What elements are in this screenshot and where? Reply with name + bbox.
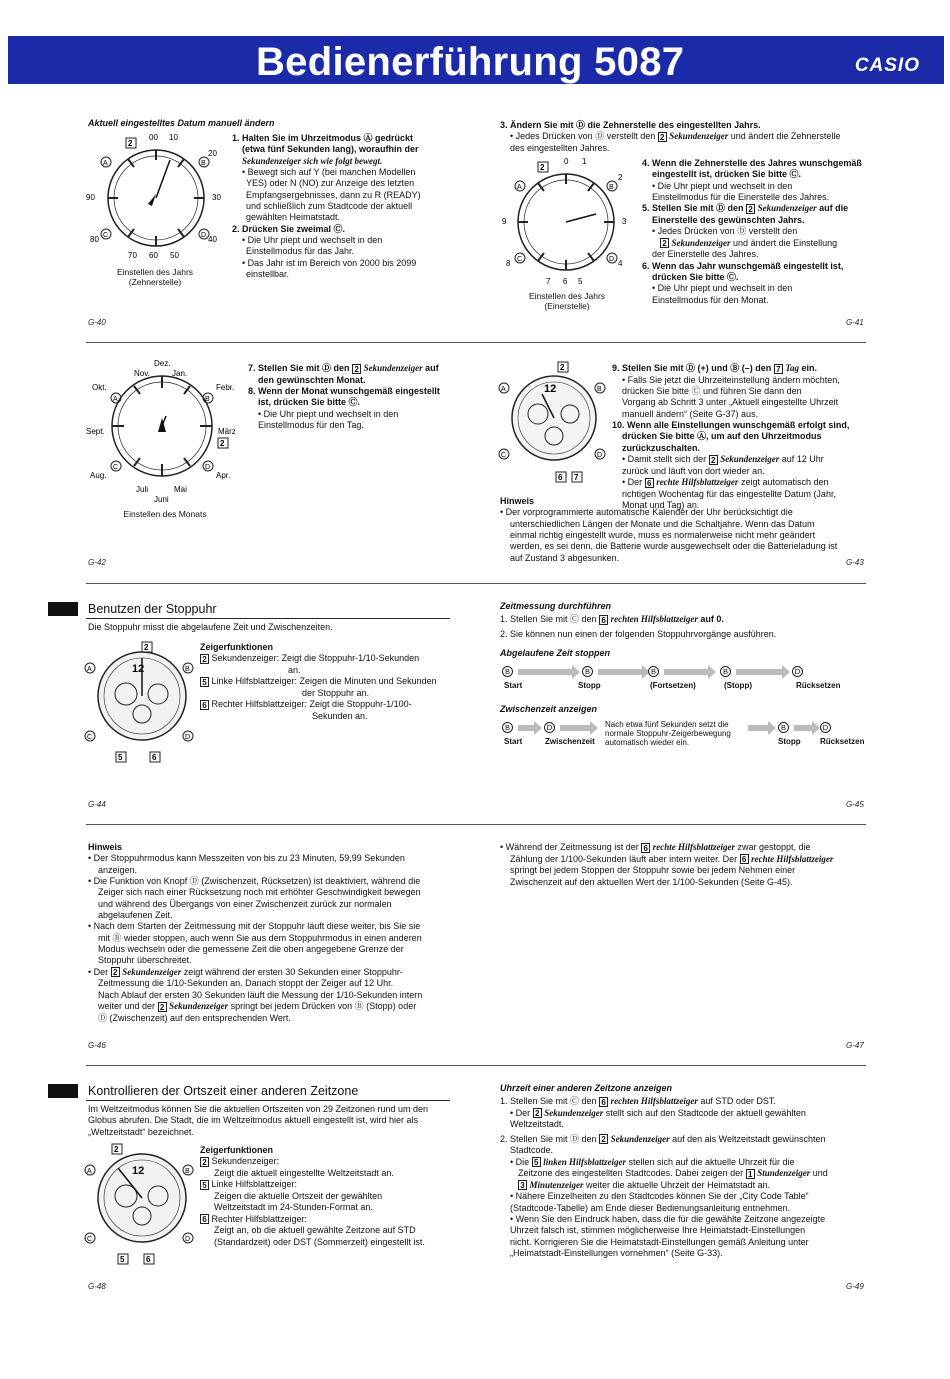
p42-caption: Einstellen des Monats — [123, 509, 207, 519]
svg-text:Apr.: Apr. — [216, 471, 231, 480]
section-title-stopwatch: Benutzen der Stoppuhr — [88, 602, 217, 616]
svg-text:A: A — [103, 160, 108, 167]
svg-text:Mai: Mai — [174, 485, 187, 494]
svg-text:D: D — [609, 256, 615, 263]
svg-text:Febr.: Febr. — [216, 383, 235, 392]
dial-30: 30 — [212, 193, 221, 202]
dial-60: 60 — [149, 251, 158, 260]
svg-text:D: D — [185, 1236, 191, 1243]
divider — [86, 342, 866, 343]
svg-text:2: 2 — [114, 1145, 119, 1154]
svg-text:März: März — [218, 427, 236, 436]
flow2-title: Zwischenzeit anzeigen — [500, 704, 598, 714]
svg-text:2: 2 — [618, 173, 623, 182]
p48-hand-functions: Zeigerfunktionen 2 Sekundenzeiger: Zeigt die aktuell eingestellte Weltzeitstadt an. 5 Linke Hilfsblattzeiger: Zeigen die aktuelle Ortszeit der gewählten Weltzeitstadt im 24-Stunden-Format an. 6 Rechter Hilfsblattzeiger: Zeigt an, ob die aktuell gewählte Zeitzone auf STD (Standardzeit) oder DST (Sommerzeit) eingestellt ist. — [200, 1145, 425, 1247]
svg-text:5: 5 — [120, 1255, 125, 1264]
p40-caption: Einstellen des Jahrs (Zehnerstelle) — [116, 267, 194, 287]
p43-hint: Hinweis • Der vorprogrammierte automatische Kalender der Uhr berücksichtigt die unterschiedlichen Längen der Monate und die Schaltjahre. Wenn das Datum einmal richtig eingestellt wurde, muss es normalerweise nicht mehr geändert werden, es sei denn, die Batterie wurde ausgewechselt oder die Batterieladung ist auf Zustand 3 abgesunken. — [500, 496, 838, 563]
svg-text:12: 12 — [544, 383, 557, 395]
flow-split-time: B D Nach etwa fünf Sekunden setzt die normale Stoppuhr-Zeigerbewegung automatisch wieder ein. B D Start Zwischenzeit Stopp Rücksetzen — [504, 720, 865, 748]
p43-steps: 9. Stellen Sie mit Ⓓ (+) und Ⓑ (–) den 7 Tag ein. • Falls Sie jetzt die Uhrzeiteinstellung ändern möchten, drücken Sie bitte Ⓒ und führen Sie dann den Vorgang ab Schritt 3 unter „Aktuell eingestellte Uhrzeit manuell ändern“ (Seite G-37) aus. 10. Wenn alle Einstellungen wunschgemäß erfolgt sind, drücken Sie bitte Ⓐ, um auf den Uhrzeitmodus zurückzuschalten. • Damit stellt sich der 2 Sekundenzeiger auf 12 Uhr zurück und läuft von dort wieder an. • Der 6 rechte Hilfsblattzeiger zeigt automatisch den richtigen Wochentag für das eingestellte Datum (Jahr, Monat und Tag) an. — [612, 363, 850, 510]
svg-text:B: B — [185, 666, 190, 673]
svg-text:Okt.: Okt. — [92, 383, 107, 392]
svg-text:A: A — [87, 1168, 92, 1175]
flow1-title: Abgelaufene Zeit stoppen — [500, 648, 611, 658]
svg-text:C: C — [501, 452, 507, 459]
year-ones-dial-diagram — [498, 152, 638, 292]
svg-text:Jan.: Jan. — [172, 369, 188, 378]
svg-text:12: 12 — [132, 1165, 145, 1177]
section-title-world-time: Kontrollieren der Ortszeit einer anderen Zeitzone — [88, 1084, 359, 1098]
dial-00: 00 — [149, 133, 158, 142]
svg-text:Juli: Juli — [136, 485, 149, 494]
dial-50: 50 — [170, 251, 179, 260]
p45-heading: Zeitmessung durchführen — [500, 601, 612, 611]
svg-text:B: B — [205, 396, 210, 403]
svg-text:C: C — [87, 734, 93, 741]
svg-text:C: C — [103, 232, 109, 239]
world-time-face-diagram — [84, 1142, 198, 1268]
dial-20: 20 — [208, 149, 217, 158]
svg-text:2: 2 — [144, 643, 149, 652]
svg-text:Sept.: Sept. — [86, 427, 105, 436]
watch-face-day-diagram — [498, 360, 610, 484]
svg-text:5: 5 — [578, 277, 583, 286]
svg-text:D: D — [185, 734, 191, 741]
svg-text:A: A — [501, 386, 506, 393]
svg-text:12: 12 — [132, 663, 145, 675]
dial-40: 40 — [208, 235, 217, 244]
svg-text:B: B — [201, 160, 206, 167]
svg-text:Nov.: Nov. — [134, 369, 150, 378]
svg-text:Dez.: Dez. — [154, 359, 171, 368]
svg-text:C: C — [113, 464, 119, 471]
p40-steps: 1. Halten Sie im Uhrzeitmodus Ⓐ gedrückt (etwa fünf Sekunden lang), woraufhin der Sekundenzeiger sich wie folgt bewegt. • Bewegt sich auf Y (bei manchen Modellen YES) oder N (NO) zur Anzeige des letzten Empfangsergebnisses, dann zu R (READY) und schließlich zum Stadtcode der aktuell gewählten Heimatstadt. 2. Drücken Sie zweimal Ⓒ. • Die Uhr piept und wechselt in den Einstellmodus für das Jahr. • Das Jahr ist im Bereich von 2000 bis 2099 einstellbar. — [232, 133, 421, 280]
p44-hand-functions: Zeigerfunktionen 2 Sekundenzeiger: Zeigt die Stoppuhr-1/10-Sekunden an. 5 Linke Hilfsblattzeiger: Zeigen die Minuten und Sekunden der Stoppuhr an. 6 Rechter Hilfsblattzeiger: Zeigt die Stoppuhr-1/100- Sekunden an. — [200, 642, 437, 721]
svg-text:8: 8 — [506, 259, 511, 268]
dial-70: 70 — [128, 251, 137, 260]
casio-logo: CASIO — [854, 55, 920, 76]
svg-text:6: 6 — [563, 277, 568, 286]
svg-text:A: A — [87, 666, 92, 673]
svg-text:1: 1 — [582, 157, 587, 166]
svg-text:A: A — [517, 184, 522, 191]
dial-90: 90 — [86, 193, 95, 202]
svg-text:3: 3 — [622, 217, 627, 226]
svg-text:0: 0 — [564, 157, 569, 166]
svg-text:5: 5 — [118, 753, 123, 762]
svg-text:B: B — [609, 184, 614, 191]
year-tens-dial-diagram — [86, 130, 236, 260]
svg-text:Juni: Juni — [154, 495, 169, 504]
svg-text:6: 6 — [146, 1255, 151, 1264]
svg-text:C: C — [87, 1236, 93, 1243]
svg-text:2: 2 — [540, 163, 545, 172]
p41-intro: 3. Ändern Sie mit Ⓓ die Zehnerstelle des eingestellten Jahrs. • Jedes Drücken von Ⓓ verstellt den 2 Sekundenzeiger und ändert die Zehnerstelle des eingestellten Jahres. — [500, 120, 841, 153]
svg-text:9: 9 — [502, 217, 507, 226]
svg-text:2: 2 — [128, 139, 133, 148]
p41-steps: 4. Wenn die Zehnerstelle des Jahres wunschgemäß eingestellt ist, drücken Sie bitte Ⓒ. • Die Uhr piept und wechselt in den Einstellmodus für die Einerstelle des Jahres. 5. Stellen Sie mit Ⓓ den 2 Sekundenzeiger auf die Einerstelle des gewünschten Jahrs. • Jedes Drücken von Ⓓ verstellt den 2 Sekundenzeiger und ändert die Einstellung der Einerstelle des Jahres. 6. Wenn das Jahr wunschgemäß eingestellt ist, drücken Sie bitte Ⓒ. • Die Uhr piept und wechselt in den Einstellmodus für den Monat. — [642, 158, 862, 305]
svg-text:Aug.: Aug. — [90, 471, 107, 480]
svg-text:D: D — [205, 464, 211, 471]
svg-text:A: A — [113, 396, 118, 403]
svg-text:D: D — [201, 232, 207, 239]
svg-text:B: B — [185, 1168, 190, 1175]
p40-heading: Aktuell eingestelltes Datum manuell ändern — [88, 118, 275, 128]
p49-heading: Uhrzeit einer anderen Zeitzone anzeigen — [500, 1083, 673, 1093]
flow-elapsed-time: B B B B D Start Stopp (Fortsetzen) (Stopp) Rücksetzen — [504, 667, 841, 690]
svg-text:4: 4 — [618, 259, 623, 268]
svg-text:C: C — [517, 256, 523, 263]
page-number: G-40 — [88, 318, 106, 327]
manual-header — [8, 36, 944, 84]
svg-text:6: 6 — [152, 753, 157, 762]
svg-text:7: 7 — [546, 277, 551, 286]
svg-text:2: 2 — [560, 363, 565, 372]
dial-80: 80 — [90, 235, 99, 244]
svg-text:D: D — [597, 452, 603, 459]
manual-title: Bedienerführung 5087 — [256, 40, 685, 84]
dial-10: 10 — [169, 133, 178, 142]
p41-caption: Einstellen des Jahrs (Einerstelle) — [528, 291, 606, 311]
month-dial-diagram — [86, 356, 246, 506]
p49-steps: 1. Stellen Sie mit Ⓒ den 6 rechten Hilfsblattzeiger auf STD oder DST. • Der 2 Sekundenzeiger stellt sich auf den Stadtcode der aktuell gewählten Weltzeitstadt. 2. Stellen Sie mit Ⓓ den 2 Sekundenzeiger auf den als Weltzeitstadt gewünschten Stadtcode. • Die 5 linken Hilfsblattzeiger stellen sich auf die aktuelle Uhrzeit für die Zeitzone des eingestellten Stadtcodes. Dabei zeigen der 1 Stundenzeiger und 3 Minutenzeiger weiter die aktuelle Uhrzeit der Heimatstadt an. • Nähere Einzelheiten zu den Stadtcodes können Sie der „City Code Table“ (Stadtcode-Tabelle) am Ende dieser Bedienungsanleitung entnehmen. • Wenn Sie den Eindruck haben, dass die für die gewählte Zeitzone angezeigte Uhrzeit falsch ist, stimmen möglicherweise Ihre Heimatstadt-Einstellungen nicht. Korrigieren Sie die Heimatstadt-Einstellungen gemäß Anleitung unter „Heimatstadt-Einstellungen vornehmen“ (Seite G-33). — [500, 1096, 828, 1259]
p42-steps: 7. Stellen Sie mit Ⓓ den 2 Sekundenzeiger auf den gewünschten Monat. 8. Wenn der Monat wunschgemäß eingestellt ist, drücken Sie bitte Ⓒ. • Die Uhr piept und wechselt in den Einstellmodus für den Tag. — [248, 363, 440, 430]
p47-note: • Während der Zeitmessung ist der 6 rechte Hilfsblattzeiger zwar gestoppt, die Zählung der 1/100-Sekunden läuft aber intern weiter. Der 6 rechte Hilfsblattzeiger springt bei jedem Stoppen der Stoppuhr sowie bei jedem Nehmen einer Zwischenzeit auf den aktuellen Wert der 1/100-Sekunden (Seite G-45). — [500, 842, 834, 887]
svg-text:7: 7 — [574, 473, 579, 482]
svg-text:2: 2 — [220, 439, 225, 448]
svg-text:B: B — [597, 386, 602, 393]
p46-hint: Hinweis • Der Stoppuhrmodus kann Messzeiten von bis zu 23 Minuten, 59,99 Sekunden anzeigen. • Die Funktion von Knopf Ⓓ (Zwischenzeit, Rücksetzen) ist deaktiviert, während die Zeiger sich nach einer Rücksetzung noch mit erhöhter Geschwindigkeit bewegen und während des Übergangs von einer Zwischenzeit zurück zur normalen abgelaufenen Zeit. • Nach dem Starten der Zeitmessung mit der Stoppuhr läuft diese weiter, bis Sie sie mit Ⓑ wieder stoppen, auch wenn Sie aus dem Stoppuhrmodus in einen anderen Modus wechseln oder die gemessene Zeit die oben angegebene Grenze der Stoppuhr überschreitet. • Der 2 Sekundenzeiger zeigt während der ersten 30 Sekunden einer Stoppuhr- Zeitmessung die 1/10-Sekunden an. Danach stoppt der Zeiger auf 12 Uhr. Nach Ablauf der ersten 30 Sekunden läuft die Messung der 1/10-Sekunden intern weiter und der 2 Sekundenzeiger springt bei jedem Drücken von Ⓑ (Stopp) oder Ⓓ (Zwischenzeit) auf den entsprechenden Wert. — [88, 842, 423, 1023]
stopwatch-face-diagram — [84, 640, 198, 766]
svg-text:6: 6 — [558, 473, 563, 482]
